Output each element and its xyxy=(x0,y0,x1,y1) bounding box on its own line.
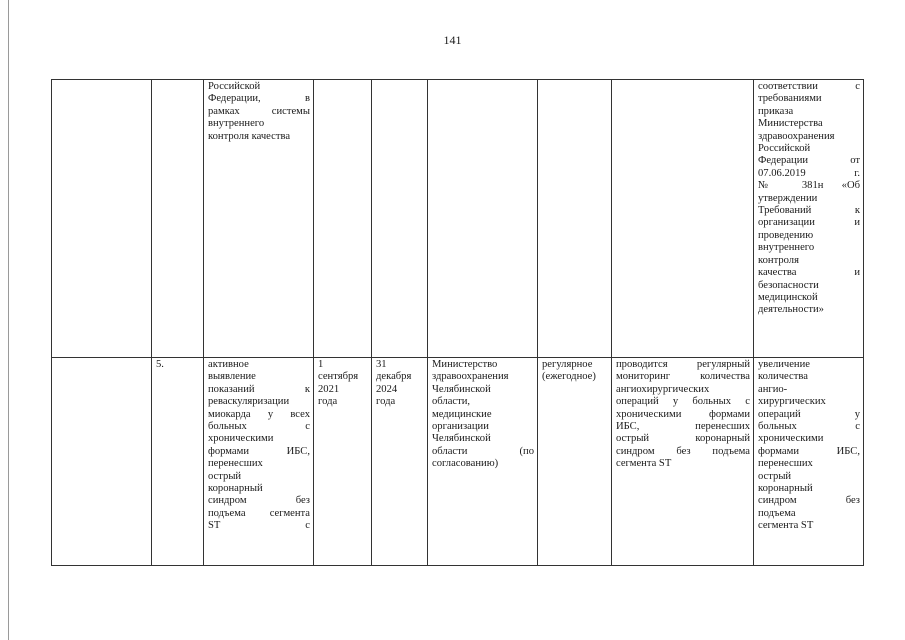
cell-responsible xyxy=(428,80,538,358)
text-line: регулярное xyxy=(542,359,593,370)
cell-activity xyxy=(204,358,314,566)
text-line: декабря xyxy=(376,371,412,383)
text-line: контроля xyxy=(758,254,799,266)
text-line: качества и xyxy=(758,267,860,279)
text-line: увеличение xyxy=(758,359,810,370)
text-line: ИБС, перенесших xyxy=(616,421,750,433)
cell-result xyxy=(754,358,864,566)
text-line: Министерства xyxy=(758,118,823,130)
text-line: Челябинской xyxy=(432,433,491,445)
text-line: проводится регулярный xyxy=(616,359,750,370)
text-line: внутреннего xyxy=(208,118,265,130)
text-line: ангио- xyxy=(758,383,788,395)
text-line: требованиями xyxy=(758,93,822,105)
cell-number xyxy=(152,358,204,566)
text-line: острый xyxy=(208,470,242,482)
cell-start-date xyxy=(314,358,372,566)
text-line: 07.06.2019 г. xyxy=(758,167,860,179)
row-number: 5. xyxy=(156,359,164,370)
text-line: сентября xyxy=(318,371,359,383)
cell-description xyxy=(612,80,754,358)
text-line: ST с xyxy=(208,520,310,532)
text-line: (ежегодное) xyxy=(542,371,596,383)
text-line: формами ИБС, xyxy=(758,445,860,457)
text-line: перенесших xyxy=(758,458,813,470)
text-line: ангиохирургических xyxy=(616,383,710,395)
text-line: Российской xyxy=(208,81,261,92)
text-line: № 381н «Об xyxy=(758,180,860,192)
text-line: соответствии с xyxy=(758,81,860,92)
text-line: синдром без xyxy=(208,495,310,507)
text-line: острый xyxy=(758,470,792,482)
text-line: медицинские xyxy=(432,408,492,420)
cell-result xyxy=(754,80,864,358)
text-line: больных с xyxy=(758,421,860,433)
text-line: контроля качества xyxy=(208,130,291,142)
text-line: здравоохранения xyxy=(432,371,509,383)
text-line: 31 xyxy=(376,359,387,370)
text-line: Федерации от xyxy=(758,155,860,167)
text-line: подъема xyxy=(758,507,796,519)
text-line: подъема сегмента xyxy=(208,507,310,519)
table-row xyxy=(52,358,864,566)
text-line: больных с xyxy=(208,421,310,433)
text-line: операций у больных с xyxy=(616,396,750,408)
plan-table xyxy=(51,79,864,566)
text-line: области (по xyxy=(432,445,534,457)
text-line: миокарда у всех xyxy=(208,408,310,420)
text-line: хроническими формами xyxy=(616,408,750,420)
text-line: острый коронарный xyxy=(616,433,750,445)
cell-end-date xyxy=(372,80,428,358)
cell-end-date xyxy=(372,358,428,566)
cell-responsible xyxy=(428,358,538,566)
text-line: здравоохранения xyxy=(758,130,835,142)
text-line: коронарный xyxy=(208,483,263,495)
text-line: Федерации, в xyxy=(208,93,310,105)
page-left-edge xyxy=(8,0,9,640)
cell-periodicity xyxy=(538,80,612,358)
cell-description xyxy=(612,358,754,566)
text-line: активное xyxy=(208,359,249,370)
cell-periodicity xyxy=(538,358,612,566)
text-line: безопасности xyxy=(758,279,819,291)
text-line: сегмента ST xyxy=(758,520,814,532)
text-line: перенесших xyxy=(208,458,263,470)
text-line: мониторинг количества xyxy=(616,371,750,383)
text-line: показаний к xyxy=(208,383,310,395)
text-line: внутреннего xyxy=(758,242,815,254)
text-line: организации xyxy=(432,421,489,433)
text-line: деятельности» xyxy=(758,304,824,316)
text-line: 2024 xyxy=(376,383,398,395)
text-line: области, xyxy=(432,396,471,408)
text-line: года xyxy=(318,396,338,408)
text-line: хроническими xyxy=(758,433,824,445)
page-number: 141 xyxy=(443,33,462,47)
text-line: рамках системы xyxy=(208,105,310,117)
text-line: реваскуляризации xyxy=(208,396,290,408)
text-line: медицинской xyxy=(758,291,818,303)
text-line: формами ИБС, xyxy=(208,445,310,457)
text-line: проведению xyxy=(758,229,814,241)
text-line: Требований к xyxy=(758,205,860,217)
text-line: синдром без подъема xyxy=(616,445,750,457)
text-line: выявление xyxy=(208,371,256,383)
text-line: согласованию) xyxy=(432,458,499,470)
text-line: Российской xyxy=(758,143,811,155)
cell-blank xyxy=(52,358,152,566)
cell-number xyxy=(152,80,204,358)
text-line: приказа xyxy=(758,105,794,117)
table-row xyxy=(52,80,864,358)
text-line: 1 xyxy=(318,359,324,370)
text-line: хроническими xyxy=(208,433,274,445)
text-line: Министерство xyxy=(432,359,498,370)
text-line: коронарный xyxy=(758,483,813,495)
cell-blank xyxy=(52,80,152,358)
text-line: количества xyxy=(758,371,808,383)
text-line: сегмента ST xyxy=(616,458,672,470)
text-line: года xyxy=(376,396,396,408)
text-line: 2021 xyxy=(318,383,340,395)
text-line: утверждении xyxy=(758,192,818,204)
text-line: операций у xyxy=(758,408,860,420)
text-line: хирургических xyxy=(758,396,826,408)
text-line: синдром без xyxy=(758,495,860,507)
cell-start-date xyxy=(314,80,372,358)
text-line: Челябинской xyxy=(432,383,491,395)
cell-activity xyxy=(204,80,314,358)
text-line: организации и xyxy=(758,217,860,229)
